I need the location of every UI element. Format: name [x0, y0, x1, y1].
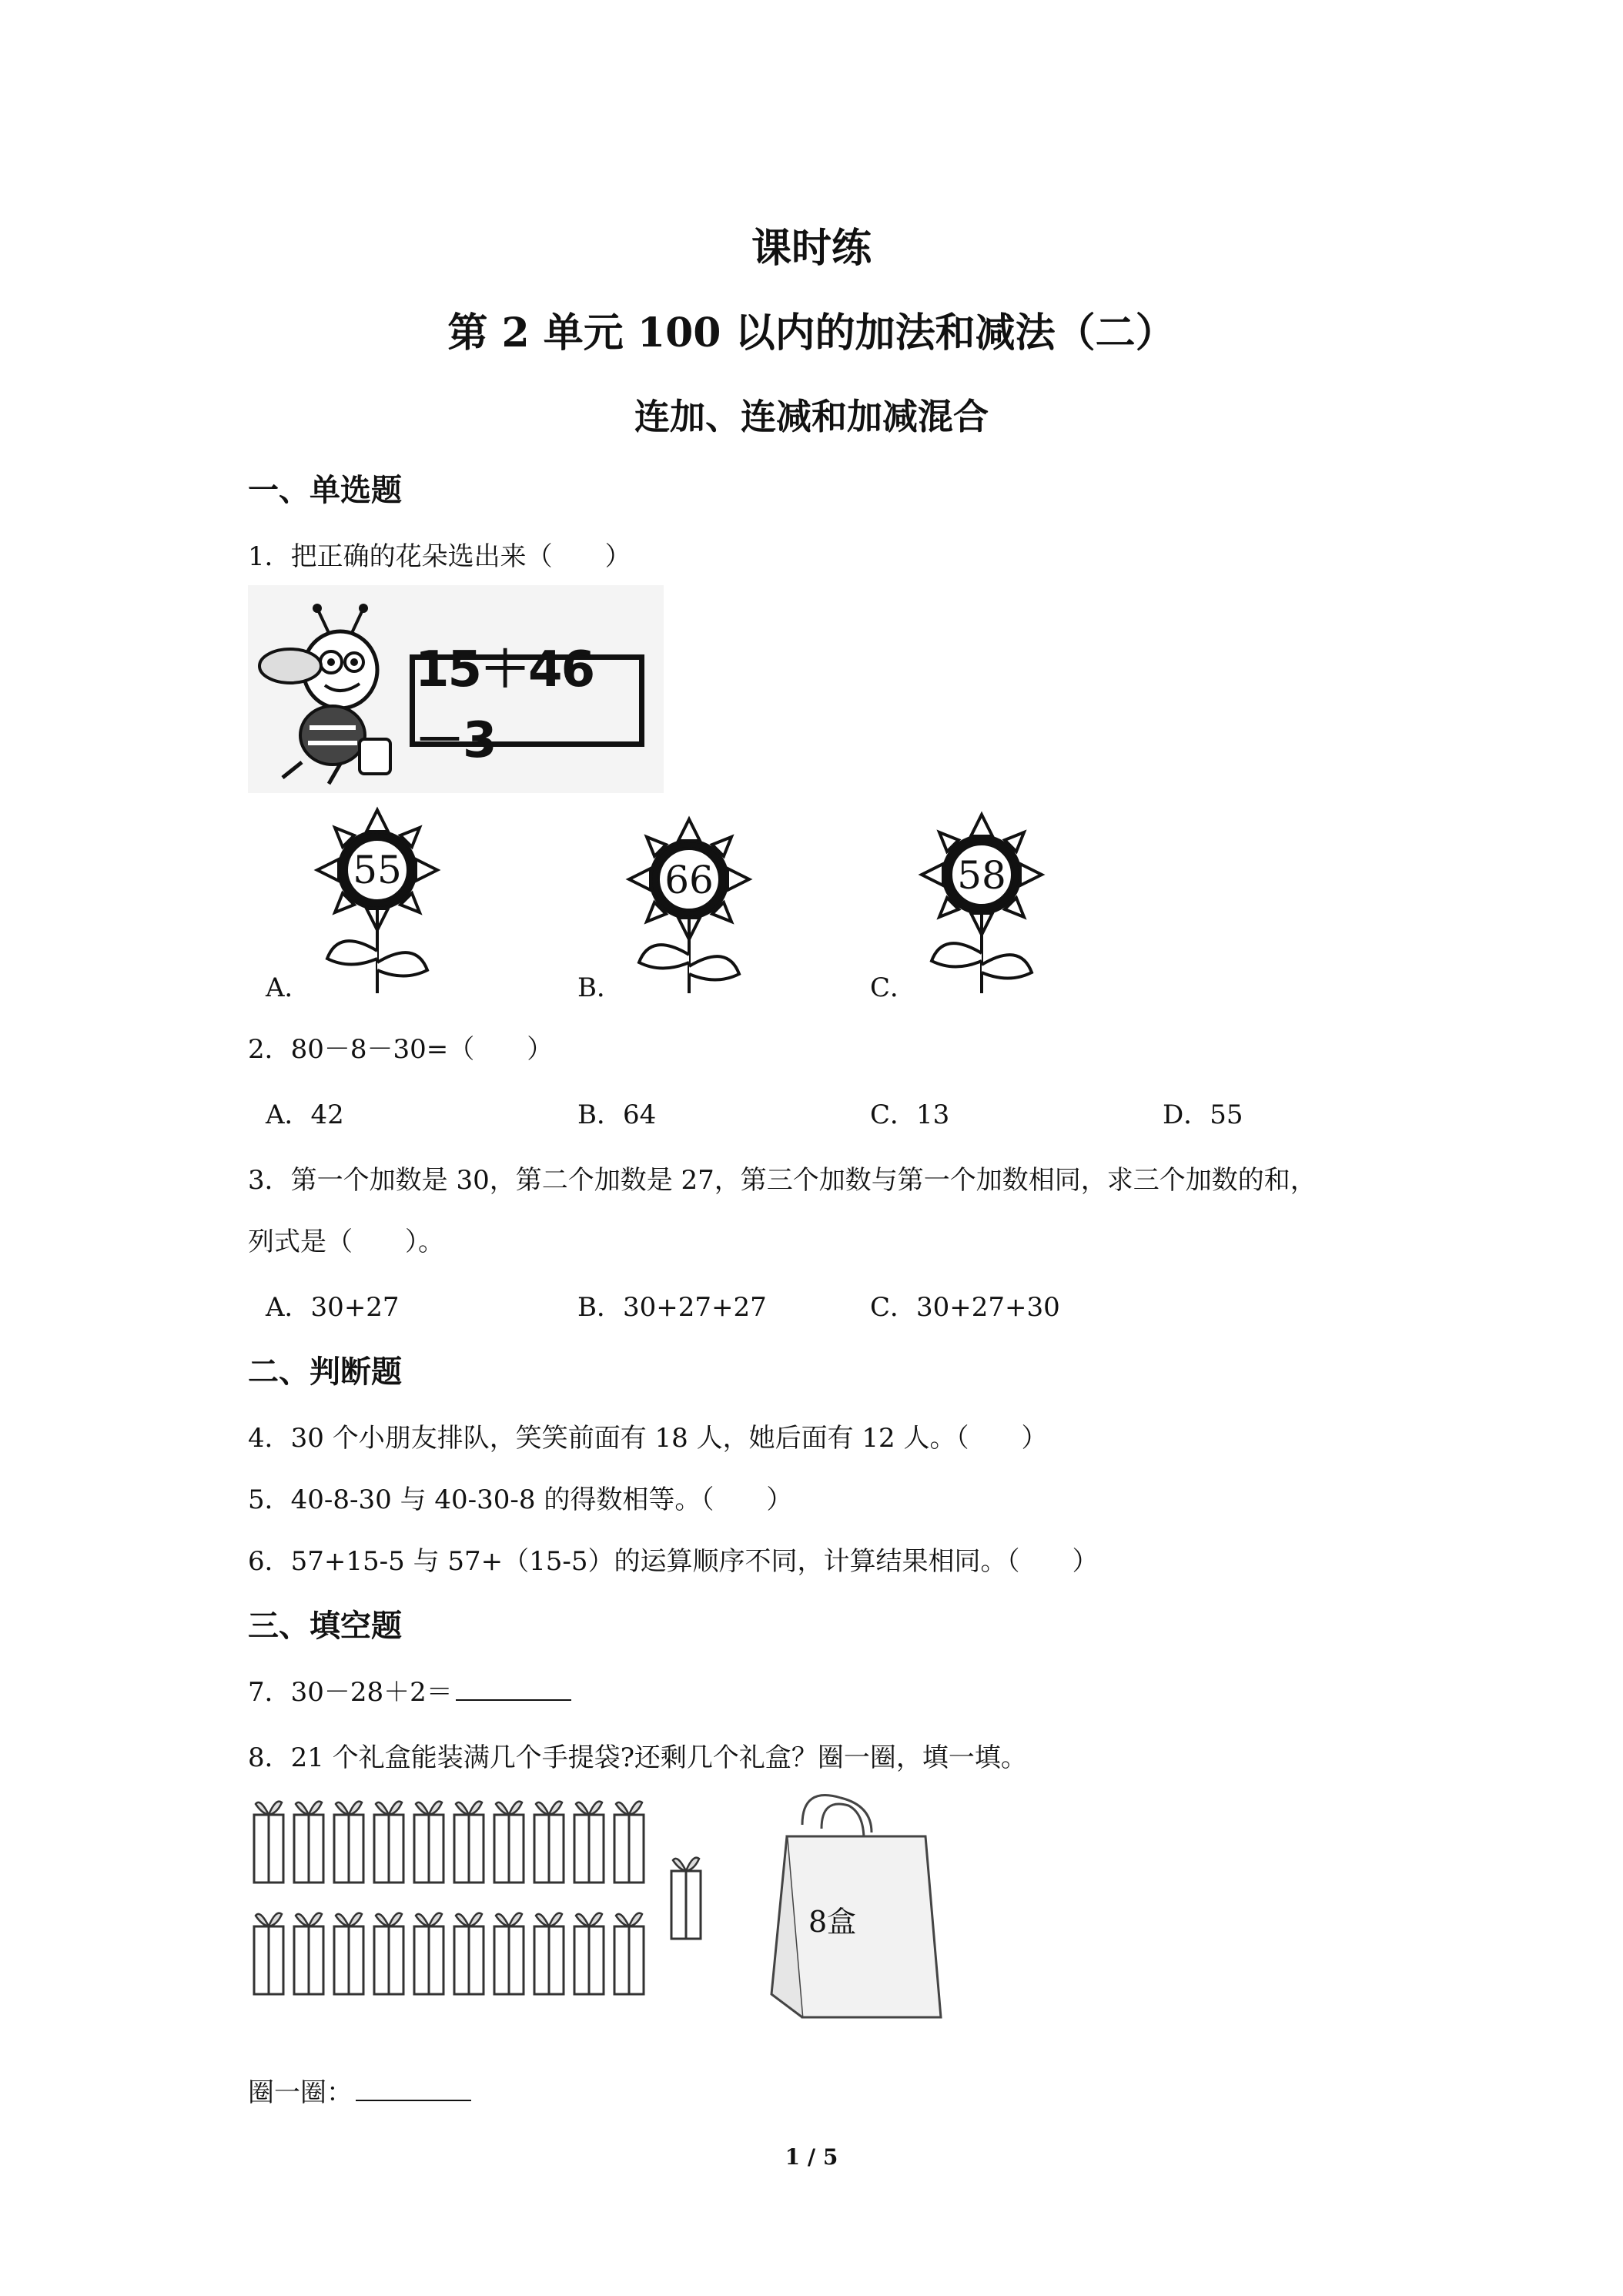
question-3-line1: 3．第一个加数是 30，第二个加数是 27，第三个加数与第一个加数相同，求三个加数的和， [248, 1165, 1317, 1196]
gift-box-row-bottom [254, 1913, 644, 1994]
q2-option-a[interactable]: A．42 [266, 1099, 344, 1130]
section-single-choice: 一、单选题 [248, 472, 402, 508]
q7-answer-blank[interactable] [456, 1676, 571, 1701]
circle-answer-blank[interactable] [356, 2077, 471, 2101]
question-2: 2．80－8－30=（ ） [248, 1034, 554, 1065]
expression-box: 15＋46－3 [410, 654, 644, 747]
question-1: 1．把正确的花朵选出来（ ） [248, 541, 631, 572]
question-8: 8．21 个礼盒能装满几个手提袋?还剩几个礼盒？圈一圈，填一填。 [248, 1742, 1027, 1773]
bee-expression-figure [248, 585, 664, 793]
sunflower-b-icon [624, 808, 755, 993]
page-title: 课时练 [751, 225, 872, 272]
flower-c-number: 58 [957, 853, 1006, 898]
q2-option-d[interactable]: D．55 [1163, 1099, 1243, 1130]
sunflower-a-icon [312, 805, 443, 993]
q1-option-b[interactable]: B． [577, 972, 623, 1003]
question-7: 7．30－28＋2＝ [248, 1677, 453, 1708]
section-fill-blank: 三、填空题 [248, 1608, 402, 1644]
sunflower-c-icon [916, 807, 1047, 993]
q1-option-c[interactable]: C． [870, 972, 917, 1003]
circle-row [248, 2071, 471, 2109]
section-true-false: 二、判断题 [248, 1354, 402, 1390]
gift-box-row-top [254, 1802, 644, 1883]
question-3-line2: 列式是（ ）。 [248, 1227, 444, 1257]
question-4: 4．30 个小朋友排队，笑笑前面有 18 人，她后面有 12 人。（ ） [248, 1423, 1048, 1454]
bee-icon [248, 585, 410, 793]
question-7-row [248, 1671, 571, 1709]
q2-option-b[interactable]: B．64 [577, 1099, 657, 1130]
q2-option-c[interactable]: C．13 [870, 1099, 950, 1130]
question-5: 5．40-8-30 与 40-30-8 的得数相等。（ ） [248, 1484, 793, 1515]
question-6: 6．57+15-5 与 57+（15-5）的运算顺序不同，计算结果相同。（ ） [248, 1546, 1099, 1577]
q3-option-a[interactable]: A．30+27 [266, 1292, 400, 1323]
q1-option-a[interactable]: A． [266, 972, 311, 1003]
lesson-title: 连加、连减和加减混合 [634, 396, 989, 437]
unit-title: 第 2 单元 100 以内的加法和减法（二） [447, 310, 1176, 356]
circle-label: 圈一圈： [248, 2077, 353, 2108]
q3-option-b[interactable]: B．30+27+27 [577, 1292, 767, 1323]
flower-a-number: 55 [353, 848, 402, 892]
q3-option-c[interactable]: C．30+27+30 [870, 1292, 1060, 1323]
page-number: 1 / 5 [785, 2144, 838, 2170]
gift-box-extra [671, 1858, 701, 1939]
flower-b-number: 66 [664, 858, 714, 902]
bag-capacity-label: 8盒 [808, 1905, 857, 1939]
